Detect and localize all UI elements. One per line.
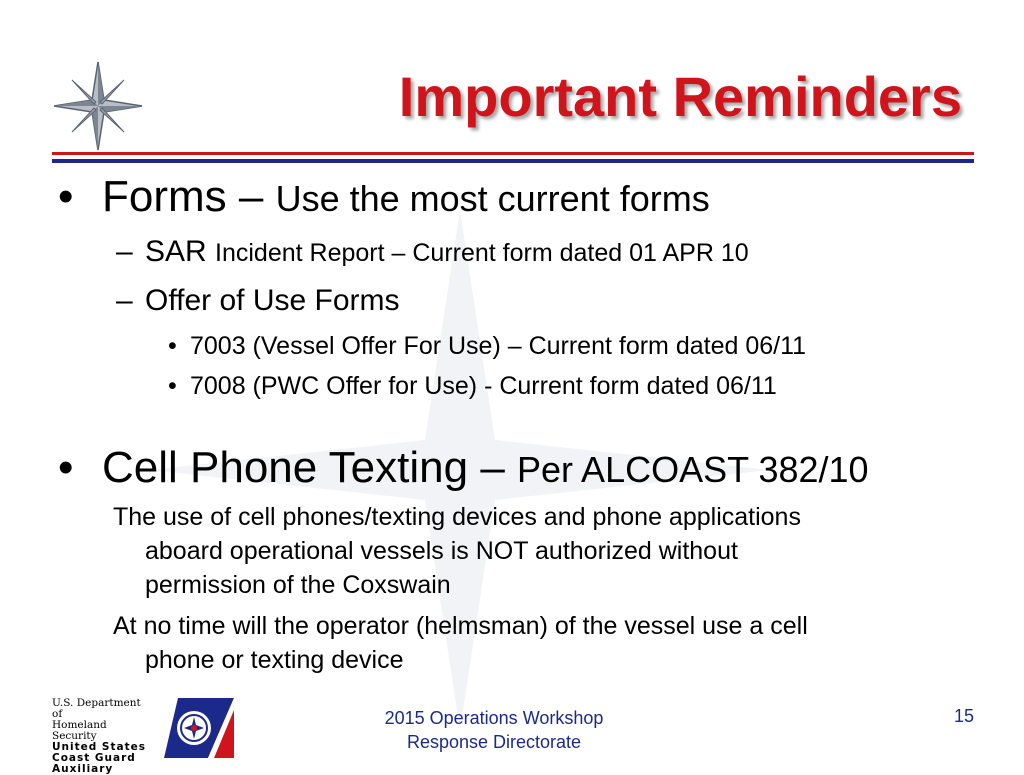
dash-marker: –: [116, 235, 133, 268]
bullet-marker: •: [58, 172, 74, 221]
logo-line: United States: [52, 741, 146, 753]
page-number: 15: [953, 706, 974, 726]
auxiliary-logo: [52, 697, 234, 775]
list-item-sar: [145, 235, 749, 269]
paragraph-line: phone or texting device: [145, 646, 404, 674]
footer-center: [354, 706, 634, 754]
bullet-forms-lead: Forms –: [102, 172, 276, 221]
sar-detail: Incident Report – Current form dated 01 APR 10: [215, 239, 749, 267]
list-item-7003: 7003 (Vessel Offer For Use) – Current form dated 06/11: [190, 332, 807, 360]
bullet-cell-phone: [102, 443, 869, 493]
list-item-7008: 7008 (PWC Offer for Use) - Current form dated 06/11: [190, 372, 777, 400]
logo-line: Coast Guard: [52, 752, 136, 764]
slide-title: Important Reminders: [398, 65, 962, 128]
logo-text: [52, 698, 152, 775]
logo-line: U.S. Department of: [52, 697, 141, 720]
bullet-forms: [102, 172, 710, 222]
footer-directorate: Response Directorate: [406, 732, 582, 752]
compass-rose-icon: [52, 60, 144, 152]
title-rule-blue: [52, 159, 974, 163]
paragraph-line: aboard operational vessels is NOT authorized without: [145, 537, 738, 565]
coast-guard-auxiliary-emblem-icon: [164, 698, 234, 758]
bullet-cell-lead: Cell Phone Texting –: [102, 443, 518, 492]
sar-lead: SAR: [145, 235, 216, 268]
bullet-forms-detail: Use the most current forms: [275, 178, 710, 219]
bullet-marker: •: [58, 443, 74, 492]
paragraph-line: The use of cell phones/texting devices and phone applications: [113, 503, 801, 531]
paragraph-line: permission of the Coxswain: [145, 571, 451, 599]
sub-bullet-marker: •: [168, 372, 177, 400]
title-rule-red: [52, 152, 974, 155]
logo-line: Homeland Security: [52, 719, 107, 742]
paragraph-line: At no time will the operator (helmsman) of the vessel use a cell: [113, 612, 808, 640]
logo-line: Auxiliary: [52, 763, 114, 775]
bullet-cell-detail: Per ALCOAST 382/10: [517, 449, 869, 490]
dash-marker: –: [116, 284, 133, 317]
offer-lead: Offer of Use Forms: [145, 284, 400, 317]
sub-bullet-marker: •: [168, 332, 177, 360]
list-item-offer-of-use: [145, 284, 400, 318]
footer-event: 2015 Operations Workshop: [384, 708, 604, 728]
